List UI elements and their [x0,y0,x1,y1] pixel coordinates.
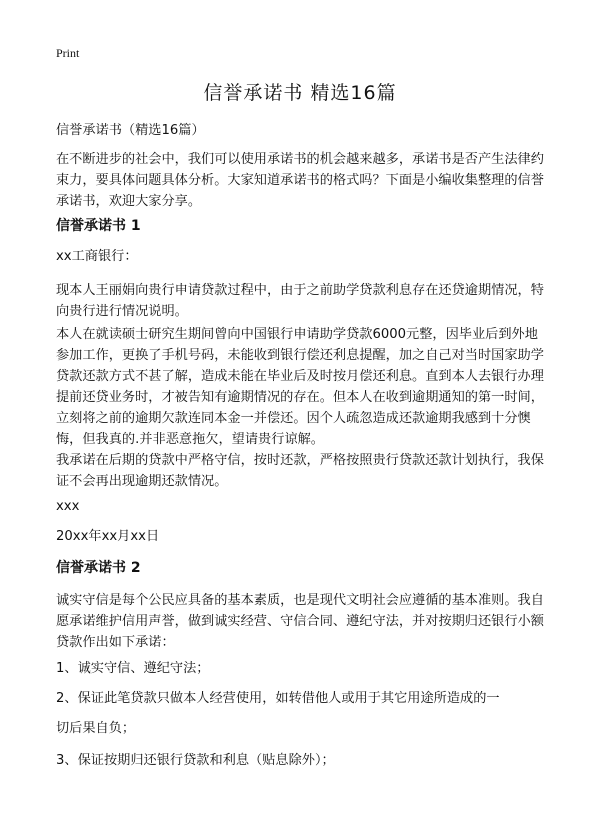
list-item-2-continued: 切后果自负； [56,721,136,736]
list-item-2: 2、保证此笔贷款只做本人经营使用，如转借他人或用于其它用途所造成的一 [56,691,500,706]
page-title: 信誉承诺书 精选16篇 [203,82,397,104]
section-1-signature: xxx [56,499,80,514]
section-1-paragraph-3: 我承诺在后期的贷款中严格守信，按时还款，严格按照贵行贷款还款计划执行，我保证不会再出现逾期还款情况。 [56,453,544,489]
intro-paragraph: 在不断进步的社会中，我们可以使用承诺书的机会越来越多，承诺书是否产生法律约束力，要具体问题具体分析。大家知道承诺书的格式吗？下面是小编收集整理的信誉承诺书，欢迎大家分享。 [56,152,544,209]
print-label[interactable]: Print [56,46,80,60]
list-item-3: 3、保证按期归还银行贷款和利息（贴息除外）； [56,753,335,768]
list-item-1: 1、诚实守信、遵纪守法； [56,661,210,676]
section-1-heading: 信誉承诺书 1 [56,218,141,234]
section-2-paragraph-1: 诚实守信是每个公民应具备的基本素质，也是现代文明社会应遵循的基本准则。我自愿承诺维护信用声誉，做到诚实经营、守信合同、遵纪守法，并对按期归还银行小额贷款作出如下承诺： [56,593,544,650]
section-1-paragraph-2: 本人在就读硕士研究生期间曾向中国银行申请助学贷款6000元整，因毕业后到外地参加工作，更换了手机号码，未能收到银行偿还利息提醒，加之自己对当时国家助学贷款还款方式不甚了解，造成未能在毕业后及时按月偿还利息。直到本人去银行办理提前还贷业务时，才被告知有逾期情况的存在。但本人在收到逾期通知的第一时间，立刻将之前的逾期欠款连同本金一并偿还。因个人疏忽造成还款逾期我感到十分懊悔，但我真的.并非恶意拖欠，望请贵行谅解。 [56,327,544,447]
section-1-date: 20xx年xx月xx日 [56,529,160,544]
subtitle: 信誉承诺书（精选16篇） [56,123,205,138]
section-1-paragraph-1: 现本人王丽娟向贵行申请贷款过程中，由于之前助学贷款利息存在还贷逾期情况，特向贵行进行情况说明。 [56,283,544,319]
section-2-heading: 信誉承诺书 2 [56,560,141,576]
section-1-salutation: xx工商银行： [56,249,138,264]
